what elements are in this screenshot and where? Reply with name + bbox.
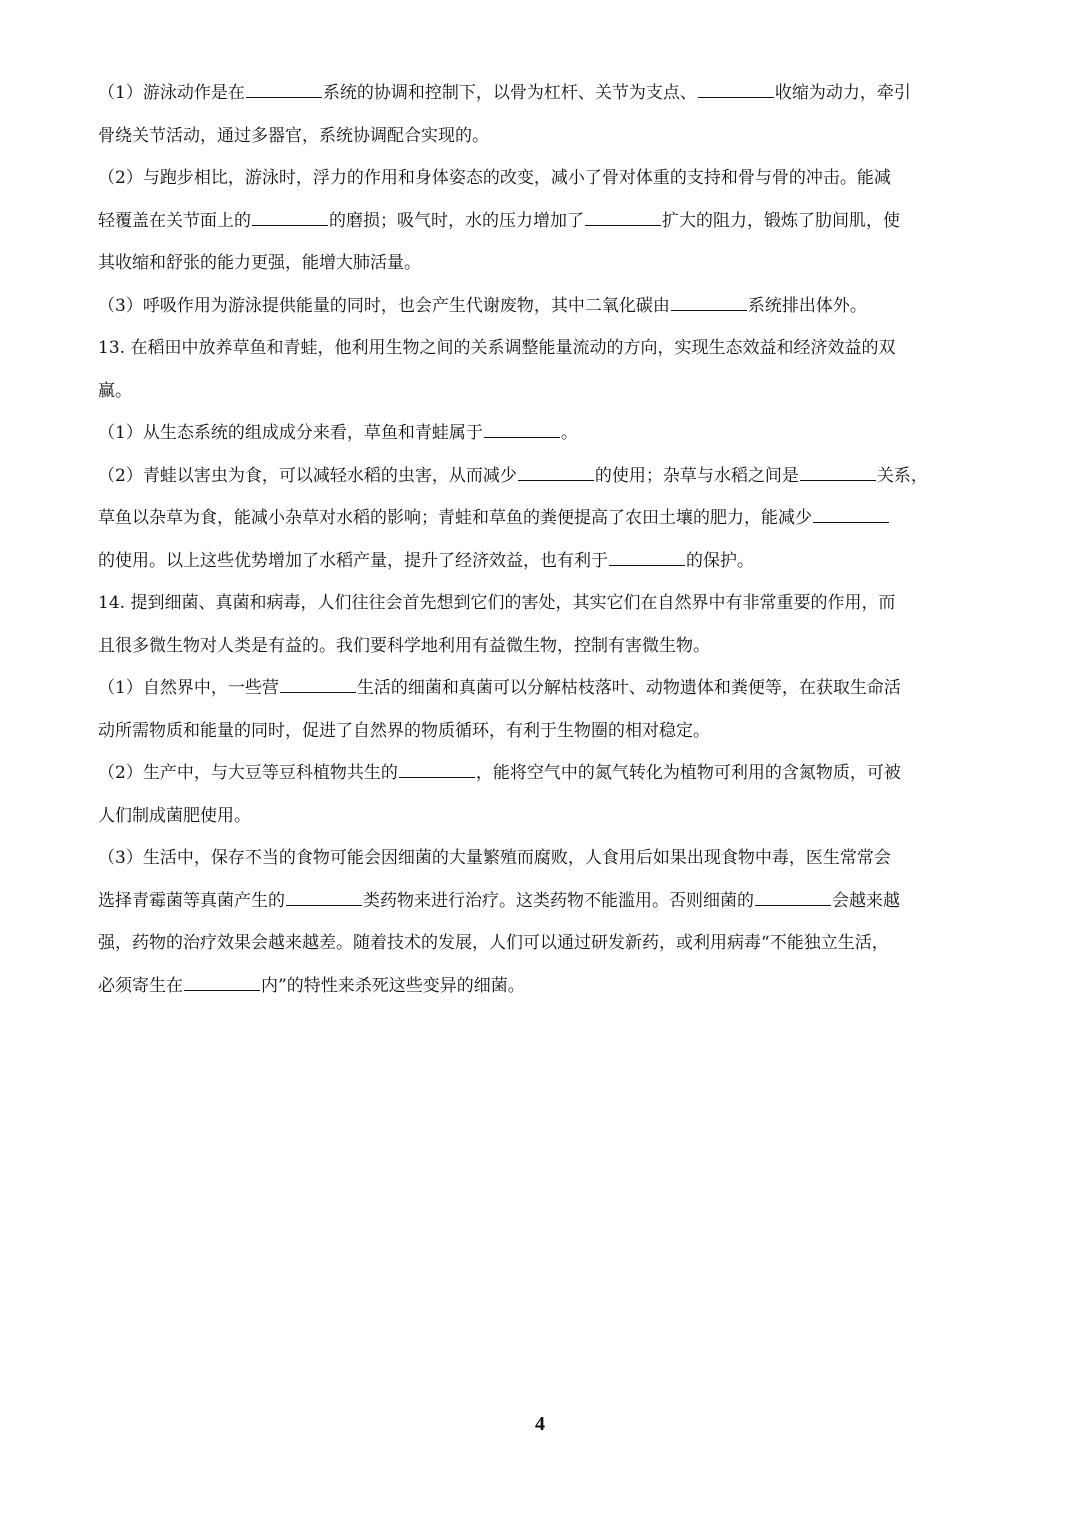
text-segment: 的磨损；吸气时，水的压力增加了 (329, 210, 584, 231)
text-segment: 且很多微生物对人类是有益的。我们要科学地利用有益微生物，控制有害微生物。 (98, 635, 710, 656)
text-segment: 。 (560, 423, 578, 443)
text-segment: （1）自然界中，一些营 (98, 678, 279, 698)
answer-blank[interactable] (484, 420, 560, 438)
text-segment: 扩大的阻力，锻炼了肋间肌，使 (662, 210, 900, 231)
text-segment: （1）从生态系统的组成成分来看，草鱼和青蛙属于 (98, 423, 483, 443)
text-segment: 会越来越 (832, 890, 900, 911)
answer-blank[interactable] (698, 80, 774, 98)
text-segment: 强，药物的治疗效果会越来越差。随着技术的发展，人们可以通过研发新药，或利用病毒“不能独立生活， (98, 933, 889, 953)
page-number: 4 (535, 1413, 545, 1435)
text-segment: 14. 提到细菌、真菌和病毒，人们往往会首先想到它们的害处，其实它们在自然界中有非常重要的作用，而 (98, 593, 896, 613)
text-segment: 骨绕关节活动，通过多器官，系统协调配合实现的。 (98, 125, 489, 146)
text-segment: 的保护。 (686, 550, 754, 571)
answer-blank[interactable] (755, 888, 831, 906)
text-segment: 类药物来进行治疗。这类药物不能滥用。否则细菌的 (363, 890, 754, 911)
text-line (98, 752, 982, 795)
text-line (98, 370, 982, 413)
text-segment: （1）游泳动作是在 (98, 83, 245, 103)
text-line (98, 242, 982, 285)
answer-blank[interactable] (286, 888, 362, 906)
text-segment: 内”的特性来杀死这些变异的细菌。 (261, 975, 525, 996)
answer-blank[interactable] (813, 505, 889, 523)
text-line (98, 625, 982, 668)
text-segment: （3）生活中，保存不当的食物可能会因细菌的大量繁殖而腐败，人食用后如果出现食物中毒，医生常常会 (98, 848, 891, 868)
text-line (98, 412, 982, 455)
text-line (98, 837, 982, 880)
answer-blank[interactable] (184, 973, 260, 991)
text-line (98, 157, 982, 200)
text-segment: 收缩为动力，牵引 (774, 83, 911, 103)
text-line (98, 667, 982, 710)
text-segment: 必须寄生在 (98, 975, 183, 996)
answer-blank[interactable] (671, 293, 747, 311)
text-segment: 系统排出体外。 (747, 295, 867, 316)
text-segment: 选择青霉菌等真菌产生的 (98, 890, 285, 911)
answer-blank[interactable] (800, 463, 876, 481)
answer-blank[interactable] (280, 675, 356, 693)
text-segment: ，能将空气中的氮气转化为植物可利用的含氮物质，可被 (475, 763, 901, 783)
text-segment: 的使用；杂草与水稻之间是 (594, 465, 799, 486)
answer-blank[interactable] (585, 208, 661, 226)
text-segment: 13. 在稻田中放养草鱼和青蛙，他利用生物之间的关系调整能量流动的方向，实现生态效益和经济效益的双 (98, 338, 896, 358)
text-segment: 的使用。以上这些优势增加了水稻产量，提升了经济效益，也有利于 (98, 550, 608, 571)
text-line (98, 72, 982, 115)
text-line (98, 582, 982, 625)
text-line (98, 795, 982, 838)
text-line (98, 965, 982, 1008)
text-line (98, 327, 982, 370)
text-segment: （2）与跑步相比，游泳时，浮力的作用和身体姿态的改变，减小了骨对体重的支持和骨与骨的冲击。能减 (98, 168, 891, 188)
answer-blank[interactable] (399, 760, 475, 778)
answer-blank[interactable] (252, 208, 328, 226)
text-segment: 系统的协调和控制下，以骨为杠杆、关节为支点、 (322, 83, 697, 103)
text-segment: 关系， (876, 465, 928, 486)
answer-blank[interactable] (518, 463, 594, 481)
text-segment: （2）青蛙以害虫为食，可以减轻水稻的虫害，从而减少 (98, 465, 517, 486)
text-segment: （3）呼吸作用为游泳提供能量的同时，也会产生代谢废物，其中二氧化碳由 (98, 295, 670, 316)
document-body (98, 72, 982, 1007)
text-line (98, 285, 982, 328)
text-line (98, 922, 982, 965)
text-segment: 草鱼以杂草为食，能减小杂草对水稻的影响；青蛙和草鱼的粪便提高了农田土壤的肥力，能减少 (98, 508, 812, 528)
text-segment: 动所需物质和能量的同时，促进了自然界的物质循环，有利于生物圈的相对稳定。 (98, 720, 710, 741)
text-segment: 轻覆盖在关节面上的 (98, 210, 251, 231)
answer-blank[interactable] (609, 548, 685, 566)
text-line (98, 540, 982, 583)
answer-blank[interactable] (246, 80, 322, 98)
text-segment: 人们制成菌肥使用。 (98, 805, 251, 826)
text-segment: （2）生产中，与大豆等豆科植物共生的 (98, 763, 398, 783)
text-line (98, 455, 982, 498)
text-segment: 赢。 (98, 380, 132, 401)
text-line (98, 710, 982, 753)
text-line (98, 200, 982, 243)
text-segment: 其收缩和舒张的能力更强，能增大肺活量。 (98, 253, 421, 273)
text-line (98, 880, 982, 923)
text-line (98, 497, 982, 540)
text-line (98, 115, 982, 158)
text-segment: 生活的细菌和真菌可以分解枯枝落叶、动物遗体和粪便等，在获取生命活 (356, 678, 901, 698)
